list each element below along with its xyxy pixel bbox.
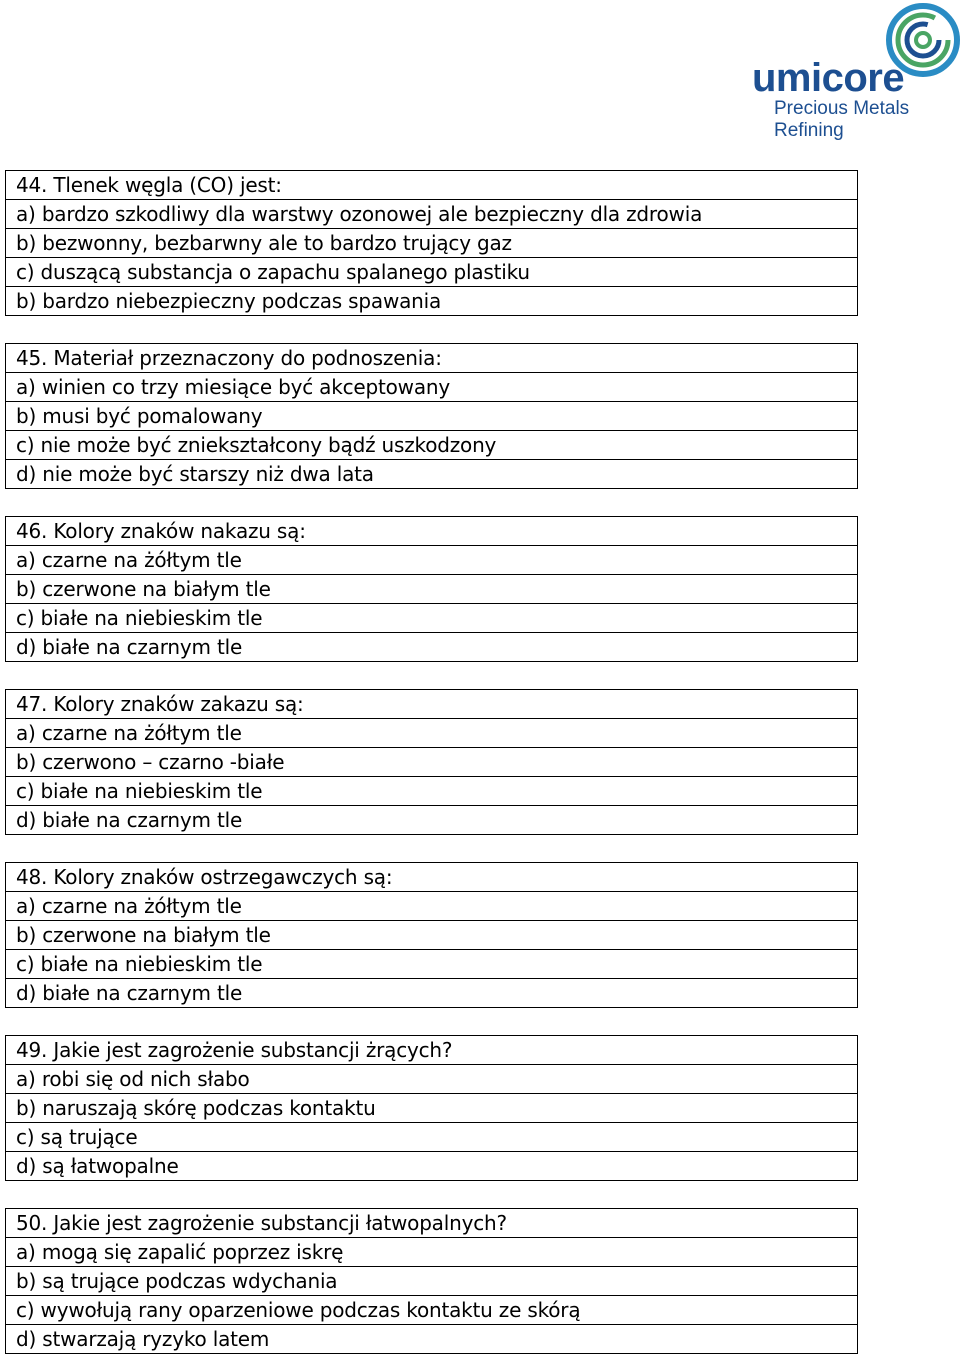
answer-d: b) bardzo niebezpieczny podczas spawania [5,287,858,316]
answer-a: a) winien co trzy miesiące być akceptowany [5,373,858,402]
question-title: 50. Jakie jest zagrożenie substancji łatwopalnych? [5,1208,858,1238]
answer-d: d) białe na czarnym tle [5,806,858,835]
question-46 [5,516,858,662]
answer-d: d) stwarzają ryzyko latem [5,1325,858,1354]
question-title: 46. Kolory znaków nakazu są: [5,516,858,546]
question-47 [5,689,858,835]
answer-a: a) czarne na żółtym tle [5,546,858,575]
question-44 [5,170,858,316]
question-49 [5,1035,858,1181]
answer-b: b) czerwone na białym tle [5,921,858,950]
logo-subtitle-2: Refining [774,120,844,141]
umicore-logo [748,2,960,144]
answer-a: a) robi się od nich słabo [5,1065,858,1094]
answer-d: d) białe na czarnym tle [5,633,858,662]
answer-a: a) czarne na żółtym tle [5,892,858,921]
question-50 [5,1208,858,1354]
question-title: 47. Kolory znaków zakazu są: [5,689,858,719]
answer-b: b) są trujące podczas wdychania [5,1267,858,1296]
answer-a: a) mogą się zapalić poprzez iskrę [5,1238,858,1267]
answer-c: c) białe na niebieskim tle [5,950,858,979]
answer-d: d) białe na czarnym tle [5,979,858,1008]
question-45 [5,343,858,489]
answer-b: b) czerwono – czarno -białe [5,748,858,777]
answer-b: b) czerwone na białym tle [5,575,858,604]
answer-c: c) białe na niebieskim tle [5,604,858,633]
answer-d: d) są łatwopalne [5,1152,858,1181]
question-title: 44. Tlenek węgla (CO) jest: [5,170,858,200]
logo-name: umicore [752,56,905,100]
logo-subtitle-1: Precious Metals [774,98,910,119]
answer-c: c) duszącą substancja o zapachu spalanego plastiku [5,258,858,287]
answer-a: a) czarne na żółtym tle [5,719,858,748]
answer-c: c) białe na niebieskim tle [5,777,858,806]
answer-c: c) wywołują rany oparzeniowe podczas kontaktu ze skórą [5,1296,858,1325]
answer-b: b) musi być pomalowany [5,402,858,431]
answer-c: c) nie może być zniekształcony bądź uszkodzony [5,431,858,460]
question-title: 48. Kolory znaków ostrzegawczych są: [5,862,858,892]
question-48 [5,862,858,1008]
question-title: 49. Jakie jest zagrożenie substancji żrących? [5,1035,858,1065]
answer-b: b) bezwonny, bezbarwny ale to bardzo trujący gaz [5,229,858,258]
answer-c: c) są trujące [5,1123,858,1152]
answer-d: d) nie może być starszy niż dwa lata [5,460,858,489]
question-title: 45. Materiał przeznaczony do podnoszenia: [5,343,858,373]
answer-a: a) bardzo szkodliwy dla warstwy ozonowej ale bezpieczny dla zdrowia [5,200,858,229]
answer-b: b) naruszają skórę podczas kontaktu [5,1094,858,1123]
